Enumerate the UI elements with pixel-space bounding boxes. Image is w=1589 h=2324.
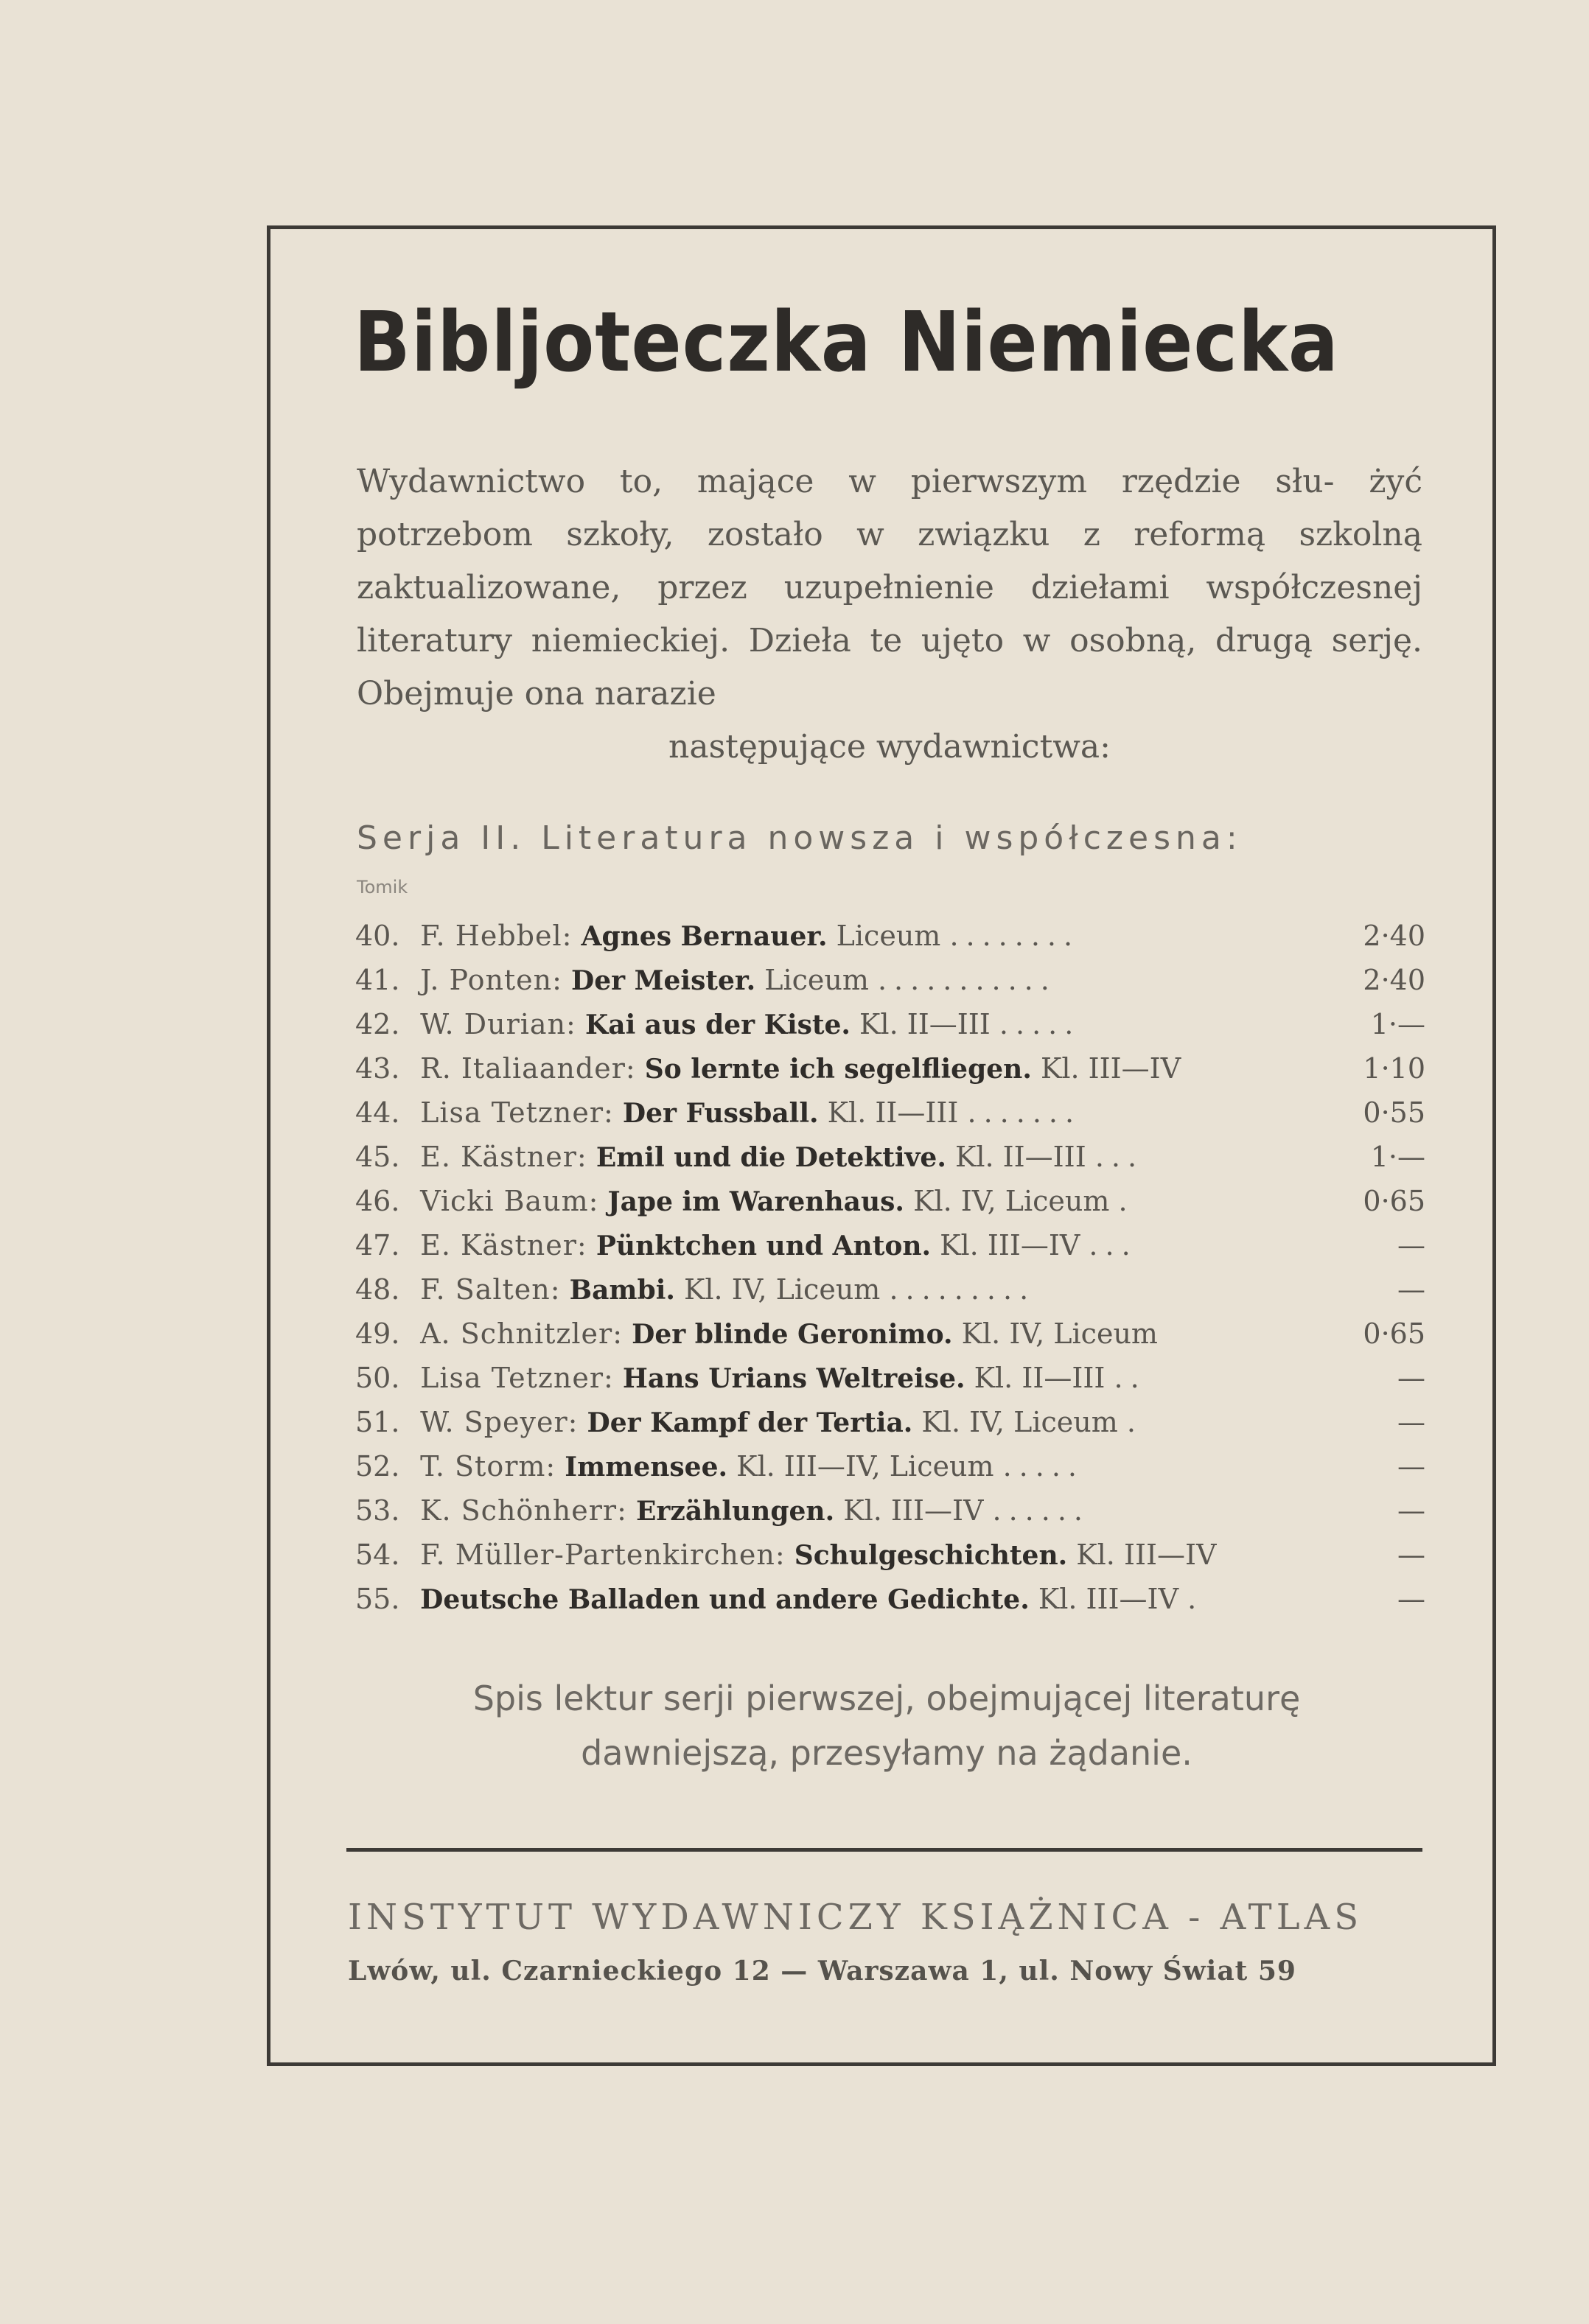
entry-price: 1·— <box>1347 1002 1425 1046</box>
entry-author: Lisa Tetzner: <box>420 1096 614 1129</box>
entry-author: J. Ponten: <box>420 964 562 996</box>
entry-number: 44. <box>355 1096 400 1129</box>
entry-number: 49. <box>355 1317 400 1350</box>
entry-leader-dots: ...... <box>992 1494 1090 1527</box>
divider <box>346 1848 1422 1852</box>
entry-title: Jape im Warenhaus. <box>607 1186 904 1217</box>
entry-author: R. Italiaander: <box>420 1052 636 1085</box>
entry-number: 41. <box>355 964 400 996</box>
list-item <box>355 1091 1425 1135</box>
entry-price: 1·10 <box>1347 1046 1425 1091</box>
entry-price: — <box>1347 1577 1425 1621</box>
entry-title: Kai aus der Kiste. <box>584 1009 851 1040</box>
entry-price: 2·40 <box>1347 914 1425 958</box>
entry-author: E. Kästner: <box>420 1229 587 1261</box>
entry-title: Emil und die Detektive. <box>596 1142 946 1173</box>
entry-author: W. Durian: <box>420 1008 576 1040</box>
entry-number: 43. <box>355 1052 400 1085</box>
list-item <box>355 1400 1425 1444</box>
list-item <box>355 1135 1425 1179</box>
entry-level: Kl. III—IV <box>1038 1583 1179 1615</box>
page-title: Bibljoteczka Niemiecka <box>354 295 1339 391</box>
entry-leader-dots: . <box>1118 1185 1135 1217</box>
entry-level: Liceum <box>764 964 869 996</box>
entry-author: T. Storm: <box>420 1450 556 1483</box>
list-item <box>355 1533 1425 1577</box>
entry-author: F. Salten: <box>420 1273 561 1306</box>
entry-title: Der Kampf der Tertia. <box>587 1407 913 1438</box>
series-heading: Serja II. Literatura nowsza i współczesna: <box>357 819 1243 857</box>
entry-price: — <box>1347 1488 1425 1533</box>
entry-price: — <box>1347 1267 1425 1312</box>
list-item <box>355 1312 1425 1356</box>
entry-title: Hans Urians Weltreise. <box>622 1363 965 1394</box>
entry-leader-dots: ..... <box>999 1008 1081 1040</box>
entry-number: 55. <box>355 1583 400 1615</box>
entry-number: 45. <box>355 1141 400 1173</box>
entry-price: — <box>1347 1533 1425 1577</box>
publisher-address: Lwów, ul. Czarnieckiego 12 — Warszawa 1, ul. Nowy Świat 59 <box>348 1956 1296 1987</box>
entry-level: Kl. III—IV <box>940 1229 1080 1261</box>
entry-leader-dots: ........ <box>949 920 1080 952</box>
entry-level: Kl. IV, Liceum <box>961 1317 1158 1350</box>
entry-number: 50. <box>355 1362 400 1394</box>
entry-price: 0·65 <box>1347 1179 1425 1223</box>
entry-level: Kl. II—III <box>827 1096 959 1129</box>
entry-title: Der Fussball. <box>622 1098 819 1129</box>
entry-number: 47. <box>355 1229 400 1261</box>
intro-paragraph <box>357 455 1422 774</box>
list-item <box>355 1444 1425 1488</box>
entry-title: Schulgeschichten. <box>794 1540 1068 1571</box>
entry-number: 54. <box>355 1539 400 1571</box>
list-item <box>355 914 1425 958</box>
entry-price: 0·55 <box>1347 1091 1425 1135</box>
entry-title: Immensee. <box>565 1452 728 1483</box>
entry-author: F. Müller-Partenkirchen: <box>420 1539 786 1571</box>
entry-title: Der Meister. <box>571 965 756 996</box>
intro-last-line: następujące wydawnictwa: <box>668 728 1111 766</box>
entry-level: Kl. III—IV <box>843 1494 984 1527</box>
entry-price: — <box>1347 1444 1425 1488</box>
entry-leader-dots: ... <box>1089 1229 1138 1261</box>
list-item <box>355 1267 1425 1312</box>
entry-author: K. Schönherr: <box>420 1494 627 1527</box>
closing-note <box>346 1671 1427 1780</box>
entry-title: Pünktchen und Anton. <box>596 1231 932 1261</box>
entry-level: Kl. IV, Liceum <box>921 1406 1118 1438</box>
entry-author: F. Hebbel: <box>420 920 573 952</box>
entry-title: So lernte ich segelfliegen. <box>644 1054 1032 1085</box>
entry-title: Der blinde Geronimo. <box>632 1319 953 1350</box>
entry-leader-dots: ....... <box>967 1096 1082 1129</box>
entry-price: — <box>1347 1356 1425 1400</box>
entry-title: Deutsche Balladen und andere Gedichte. <box>420 1584 1030 1615</box>
entry-title: Agnes Bernauer. <box>581 921 828 952</box>
entry-price: 2·40 <box>1347 958 1425 1002</box>
entry-number: 42. <box>355 1008 400 1040</box>
entry-number: 48. <box>355 1273 400 1306</box>
list-item <box>355 1577 1425 1621</box>
intro-body: Wydawnictwo to, mające w pierwszym rzędzie słu- żyć potrzebom szkoły, zostało w związku z reformą szkolną zaktualizowane, przez uzupełnienie dziełami współczesnej literatury niemieckiej. Dzieła te ujęto w osobną, drugą serję. Obejmuje ona narazie <box>357 463 1422 713</box>
entry-title: Bambi. <box>569 1275 675 1306</box>
entry-leader-dots: . <box>1187 1583 1204 1615</box>
entry-level: Kl. III—IV, Liceum <box>736 1450 994 1483</box>
entry-level: Kl. II—III <box>859 1008 991 1040</box>
entry-leader-dots: ........... <box>877 964 1057 996</box>
entry-title: Erzählungen. <box>635 1496 835 1527</box>
entry-author: A. Schnitzler: <box>420 1317 624 1350</box>
publisher-name: INSTYTUT WYDAWNICZY KSIĄŻNICA - ATLAS <box>348 1897 1363 1938</box>
closing-line-1: Spis lektur serji pierwszej, obejmującej literaturę <box>472 1679 1301 1718</box>
entry-price: — <box>1347 1223 1425 1267</box>
entry-price: 1·— <box>1347 1135 1425 1179</box>
entry-number: 46. <box>355 1185 400 1217</box>
entry-leader-dots: ... <box>1094 1141 1145 1173</box>
entry-number: 40. <box>355 920 400 952</box>
list-item <box>355 1356 1425 1400</box>
entry-leader-dots: .. <box>1114 1362 1147 1394</box>
entry-author: Vicki Baum: <box>420 1185 599 1217</box>
list-item <box>355 1488 1425 1533</box>
entry-leader-dots: ..... <box>1002 1450 1084 1483</box>
entry-price: 0·65 <box>1347 1312 1425 1356</box>
entry-leader-dots: ......... <box>889 1273 1036 1306</box>
entry-level: Kl. III—IV <box>1076 1539 1217 1571</box>
entry-number: 51. <box>355 1406 400 1438</box>
title-list <box>355 914 1425 1621</box>
entry-number: 53. <box>355 1494 400 1527</box>
entry-level: Kl. IV, Liceum <box>684 1273 881 1306</box>
closing-line-2: dawniejszą, przesyłamy na żądanie. <box>581 1733 1192 1773</box>
entry-level: Kl. II—III <box>974 1362 1106 1394</box>
list-item <box>355 1179 1425 1223</box>
entry-number: 52. <box>355 1450 400 1483</box>
list-item <box>355 1223 1425 1267</box>
entry-author: E. Kästner: <box>420 1141 587 1173</box>
entry-author: Lisa Tetzner: <box>420 1362 614 1394</box>
entry-leader-dots: . <box>1126 1406 1143 1438</box>
list-item <box>355 1002 1425 1046</box>
list-item <box>355 958 1425 1002</box>
entry-level: Kl. IV, Liceum <box>913 1185 1110 1217</box>
column-label: Tomik <box>357 877 408 897</box>
entry-level: Kl. III—IV <box>1040 1052 1181 1085</box>
entry-level: Liceum <box>836 920 941 952</box>
entry-price: — <box>1347 1400 1425 1444</box>
entry-level: Kl. II—III <box>954 1141 1086 1173</box>
list-item <box>355 1046 1425 1091</box>
entry-author: W. Speyer: <box>420 1406 579 1438</box>
